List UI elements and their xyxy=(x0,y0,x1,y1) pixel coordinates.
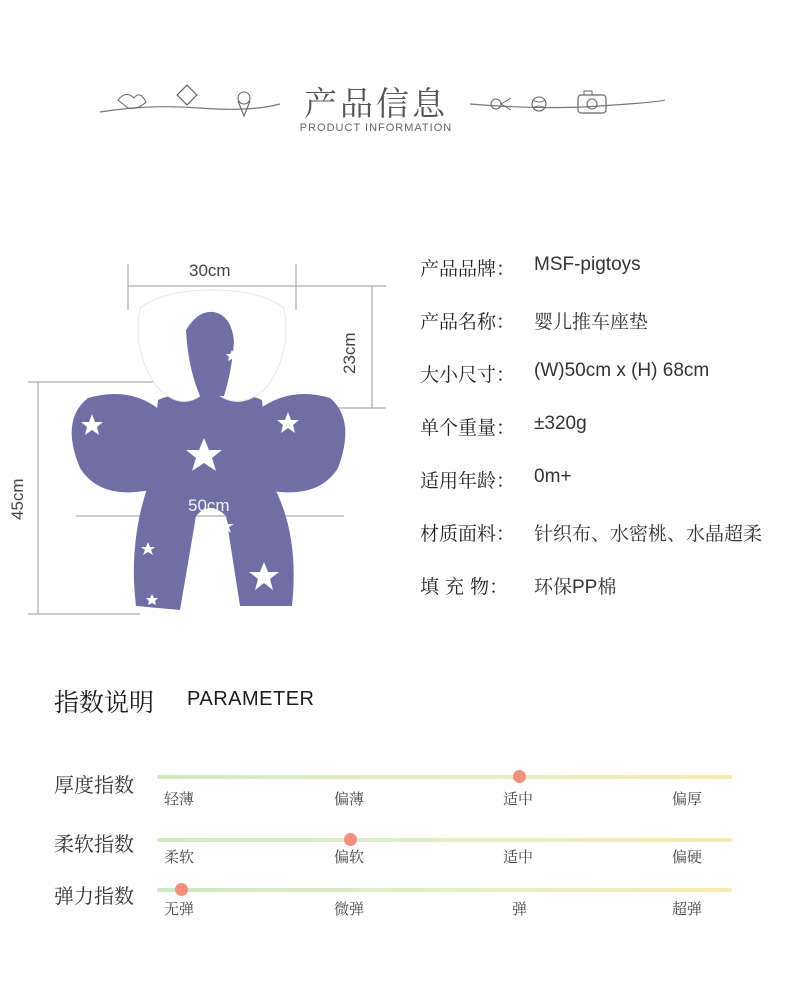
scale-bar xyxy=(157,888,732,892)
scale-marker xyxy=(175,883,188,896)
spec-value: (W)50cm x (H) 68cm xyxy=(534,360,710,381)
spec-value: 婴儿推车座垫 xyxy=(534,312,649,333)
spec-label: 产品名称： xyxy=(420,311,516,333)
scale-marker xyxy=(344,833,357,846)
scale-tick: 适中 xyxy=(503,790,534,808)
scale-softness xyxy=(0,828,790,888)
scale-tick: 柔软 xyxy=(164,848,195,866)
spec-row-age xyxy=(420,466,790,519)
parameter-title: 指数说明 xyxy=(54,688,155,717)
scale-elasticity xyxy=(0,880,790,940)
spec-label: 产品品牌： xyxy=(420,258,516,280)
spec-label: 材质面料： xyxy=(420,523,516,545)
spec-row-filling xyxy=(420,572,790,625)
spec-value: MSF-pigtoys xyxy=(534,254,641,275)
spec-row-brand xyxy=(420,254,790,307)
scale-tick: 适中 xyxy=(503,848,534,866)
stroller-pad-illustration xyxy=(0,250,400,630)
spec-value: ±320g xyxy=(534,413,587,434)
kite-icon xyxy=(177,85,197,105)
spec-row-weight xyxy=(420,413,790,466)
dimension-height-body: 45cm xyxy=(8,478,27,520)
dimension-height-head: 23cm xyxy=(340,332,359,374)
spec-label: 适用年龄： xyxy=(420,470,516,492)
product-figure xyxy=(0,250,400,630)
scale-tick: 轻薄 xyxy=(164,790,195,808)
scale-bar xyxy=(157,775,732,779)
spec-label: 单个重量： xyxy=(420,417,516,439)
scale-label: 弹力指数 xyxy=(54,884,134,908)
spec-row-name xyxy=(420,307,790,360)
scale-label: 厚度指数 xyxy=(54,773,134,797)
scale-tick: 弹 xyxy=(512,900,528,918)
scale-marker xyxy=(513,770,526,783)
scale-tick: 无弹 xyxy=(164,900,195,918)
scale-thickness xyxy=(0,766,790,826)
scale-tick: 偏厚 xyxy=(672,790,703,808)
spec-label: 填 充 物： xyxy=(420,576,509,598)
scale-tick: 微弹 xyxy=(334,900,365,918)
scale-tick: 偏薄 xyxy=(334,790,365,808)
parameter-title-en: PARAMETER xyxy=(187,688,315,710)
pacifier-icon xyxy=(491,99,501,109)
spec-row-size xyxy=(420,360,790,413)
spec-list xyxy=(420,254,790,625)
header xyxy=(0,0,790,150)
scale-tick: 超弹 xyxy=(672,900,703,918)
scale-bar xyxy=(157,838,732,842)
ice-cream-icon xyxy=(238,92,250,104)
page-subtitle: PRODUCT INFORMATION xyxy=(299,122,453,134)
bird-icon xyxy=(118,94,146,108)
spec-row-material xyxy=(420,519,790,572)
dimension-width-body: 50cm xyxy=(188,496,230,515)
ball-icon xyxy=(532,97,546,111)
scale-label: 柔软指数 xyxy=(54,832,134,856)
page-title: 产品信息 xyxy=(304,84,448,123)
spec-value: 0m+ xyxy=(534,466,572,487)
camera-icon xyxy=(578,95,606,113)
spec-label: 大小尺寸： xyxy=(420,364,516,386)
spec-value: 针织布、水密桃、水晶超柔 xyxy=(534,524,763,545)
dimension-width-head: 30cm xyxy=(189,261,231,280)
scale-tick: 偏软 xyxy=(334,848,365,866)
scale-tick: 偏硬 xyxy=(672,848,703,866)
spec-value: 环保PP棉 xyxy=(534,577,617,598)
